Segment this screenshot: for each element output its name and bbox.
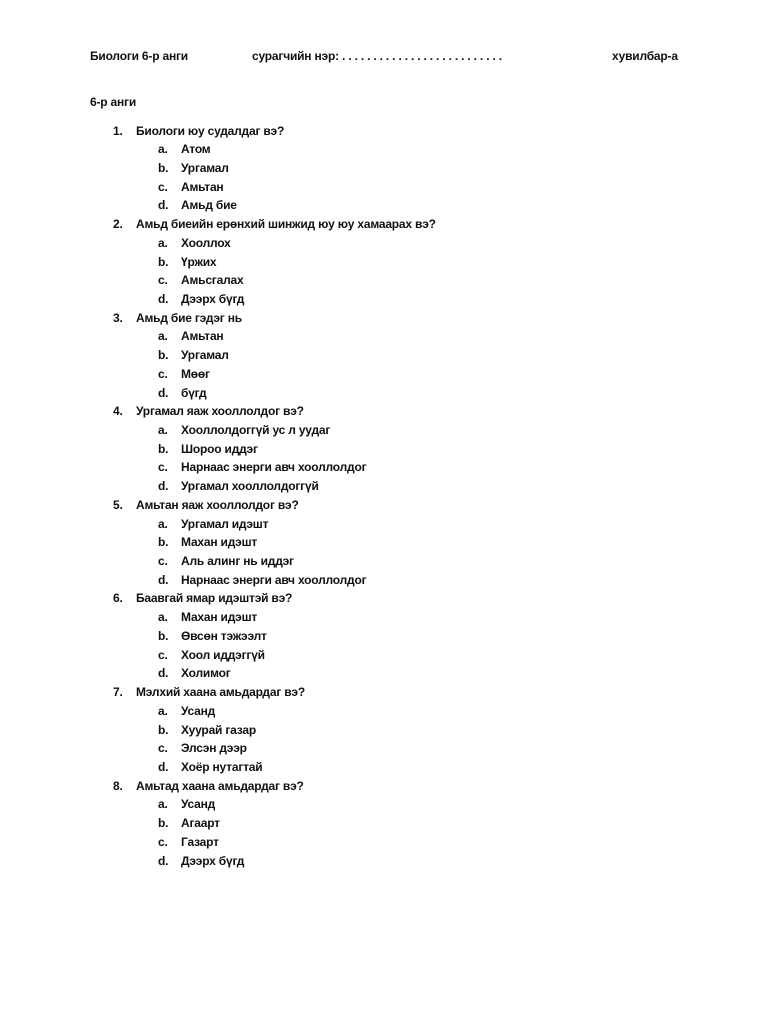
answer-option [0,795,768,814]
option-letter: c. [158,366,168,381]
option-list [0,140,768,215]
answer-option [0,365,768,384]
option-text: Ургамал идэшт [181,516,269,531]
question-text: Амьд биеийн ерөнхий шинжид юу юу хамаарах вэ? [136,217,436,232]
question-text: Биологи юу судалдаг вэ? [136,123,285,138]
question-item [0,309,768,403]
option-letter: d. [158,198,169,213]
option-text: Агаарт [181,816,220,831]
option-text: Өвсөн тэжээлт [181,628,267,643]
option-text: Ургамал [181,348,229,363]
answer-option [0,627,768,646]
document-header [0,47,768,65]
option-list [0,702,768,777]
question-text: Мэлхий хаана амьдардаг вэ? [136,685,305,700]
answer-option [0,440,768,459]
question-item [0,215,768,309]
option-list [0,608,768,683]
grade-title: 6-р анги [90,95,137,109]
question-item [0,683,768,777]
option-text: Дээрх бүгд [181,291,245,306]
question-line [0,122,768,141]
question-line [0,215,768,234]
option-text: Амьд бие [181,198,237,213]
option-text: бүгд [181,385,207,400]
question-item [0,496,768,590]
answer-option [0,159,768,178]
answer-option [0,421,768,440]
answer-option [0,814,768,833]
option-text: Амьсгалах [181,273,244,288]
answer-option [0,833,768,852]
option-text: Дээрх бүгд [181,853,245,868]
option-letter: c. [158,741,168,756]
question-number: 8. [113,778,123,793]
option-letter: d. [158,666,169,681]
option-text: Шороо иддэг [181,441,258,456]
option-letter: b. [158,254,169,269]
option-letter: d. [158,759,169,774]
option-list [0,795,768,870]
question-line [0,402,768,421]
option-letter: d. [158,479,169,494]
answer-option [0,178,768,197]
option-letter: a. [158,329,168,344]
answer-option [0,140,768,159]
option-text: Амьтан [181,179,224,194]
option-text: Нарнаас энерги авч хооллолдог [181,460,367,475]
question-number: 1. [113,123,123,138]
question-item [0,777,768,871]
answer-option [0,477,768,496]
answer-option [0,571,768,590]
option-letter: c. [158,554,168,569]
option-letter: b. [158,348,169,363]
question-line [0,589,768,608]
subject-title: Биологи 6-р анги [90,49,188,63]
option-letter: a. [158,142,168,157]
option-text: Хоол иддэггүй [181,647,265,662]
answer-option [0,552,768,571]
answer-option [0,664,768,683]
question-item [0,122,768,216]
answer-option [0,608,768,627]
option-letter: b. [158,628,169,643]
option-text: Махан идэшт [181,535,258,550]
option-list [0,515,768,590]
question-number: 2. [113,217,123,232]
question-number: 3. [113,310,123,325]
option-list [0,327,768,402]
question-line [0,683,768,702]
option-letter: a. [158,703,168,718]
answer-option [0,458,768,477]
answer-option [0,721,768,740]
option-text: Усанд [181,703,216,718]
option-text: Аль алинг нь иддэг [181,554,294,569]
answer-option [0,533,768,552]
question-text: Амьтад хаана амьдардаг вэ? [136,778,304,793]
option-text: Амьтан [181,329,224,344]
option-text: Холимог [181,666,231,681]
option-text: Газарт [181,834,219,849]
question-text: Ургамал яаж хооллолдог вэ? [136,404,304,419]
answer-option [0,253,768,272]
answer-option [0,702,768,721]
option-text: Мөөг [181,366,210,381]
option-text: Хуурай газар [181,722,256,737]
option-letter: d. [158,572,169,587]
option-text: Махан идэшт [181,610,258,625]
student-name-field: сурагчийн нэр: . . . . . . . . . . . . . . . . . . . . . . . . . . [252,49,502,63]
option-letter: b. [158,441,169,456]
answer-option [0,739,768,758]
option-text: Элсэн дээр [181,741,247,756]
option-text: Хооллох [181,235,231,250]
question-list [0,122,768,871]
question-line [0,777,768,796]
option-list [0,421,768,496]
question-number: 5. [113,497,123,512]
answer-option [0,852,768,871]
answer-option [0,327,768,346]
answer-option [0,196,768,215]
option-text: Хооллолдоггүй ус л уудаг [181,423,331,437]
option-letter: a. [158,610,168,625]
option-letter: b. [158,722,169,737]
option-text: Атом [181,142,211,157]
answer-option [0,758,768,777]
answer-option [0,346,768,365]
answer-option [0,384,768,403]
answer-option [0,515,768,534]
variant-label: хувилбар-а [612,49,678,63]
option-text: Нарнаас энерги авч хооллолдог [181,572,367,587]
answer-option [0,290,768,309]
option-letter: d. [158,291,169,306]
question-line [0,309,768,328]
question-item [0,402,768,496]
question-item [0,589,768,683]
option-text: Хоёр нутагтай [181,759,263,774]
question-number: 4. [113,404,123,419]
option-letter: a. [158,516,168,531]
option-letter: d. [158,853,169,868]
question-number: 6. [113,591,123,606]
question-line [0,496,768,515]
option-letter: c. [158,834,168,849]
question-text: Амьтан яаж хооллолдог вэ? [136,497,299,512]
option-text: Ургамал [181,160,229,175]
option-letter: c. [158,179,168,194]
option-letter: c. [158,460,168,475]
option-letter: a. [158,423,168,437]
option-text: Усанд [181,797,216,812]
option-letter: d. [158,385,169,400]
option-text: Ургамал хооллолдоггүй [181,479,319,494]
answer-option [0,234,768,253]
question-number: 7. [113,685,123,700]
option-list [0,234,768,309]
answer-option [0,271,768,290]
option-letter: c. [158,647,168,662]
question-text: Амьд бие гэдэг нь [136,310,242,325]
option-letter: a. [158,235,168,250]
option-text: Үржих [181,254,217,269]
option-letter: b. [158,160,169,175]
option-letter: a. [158,797,168,812]
answer-option [0,646,768,665]
question-text: Баавгай ямар идэштэй вэ? [136,591,293,606]
option-letter: b. [158,816,169,831]
option-letter: b. [158,535,169,550]
option-letter: c. [158,273,168,288]
